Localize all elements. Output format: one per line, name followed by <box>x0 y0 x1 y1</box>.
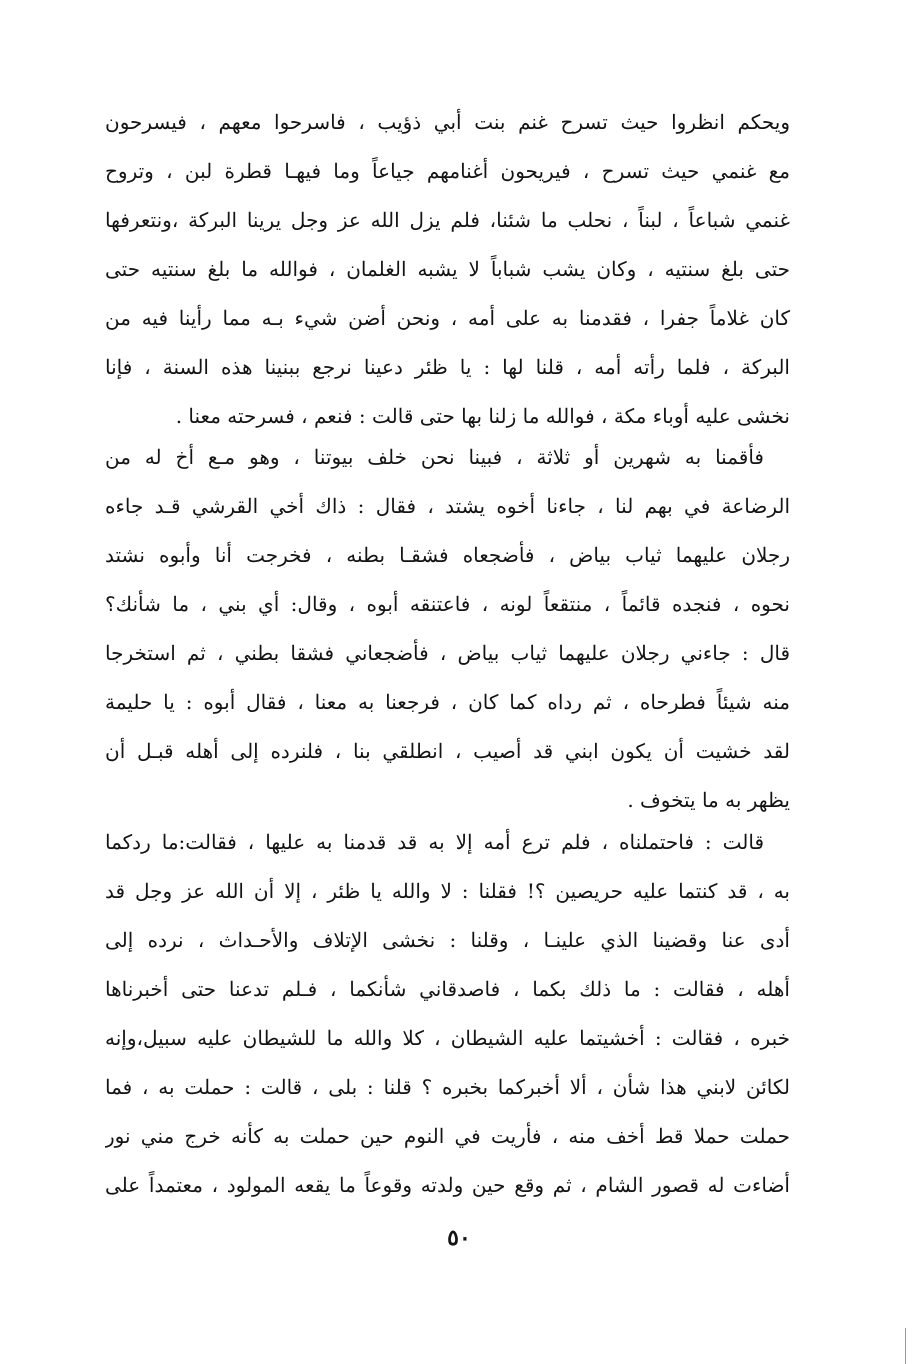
text-line: نحوه ، فنجده قائماً ، منتقعاً لونه ، فاعتنقه أبوه ، وقال: أي بني ، ما شأنك؟ <box>105 592 790 616</box>
text-line: به ، قد كنتما عليه حريصين ؟! فقلنا : لا والله يا ظئر ، إلا أن الله عز وجل قد <box>105 879 790 903</box>
text-line: يظهر به ما يتخوف . <box>627 788 790 812</box>
text-line: ويحكم انظروا حيث تسرح غنم بنت أبي ذؤيب ، فاسرحوا معهم ، فيسرحون <box>105 110 790 134</box>
text-line: غنمي شباعاً ، لبناً ، نحلب ما شئنا، فلم يزل الله عز وجل يرينا البركة ،ونتعرفها <box>105 208 790 232</box>
text-line: لكائن لابني هذا شأن ، ألا أخبركما بخبره ؟ قلنا : بلى ، قالت : حملت به ، فما <box>105 1075 790 1099</box>
scan-edge-line <box>905 1328 906 1364</box>
text-line: قال : جاءني رجلان عليهما ثياب بياض ، فأضجعاني فشقا بطني ، ثم استخرجا <box>105 641 790 665</box>
text-line: حتى بلغ سنتيه ، وكان يشب شباباً لا يشبه الغلمان ، فوالله ما بلغ سنتيه حتى <box>105 257 790 281</box>
text-line: حملت حملا قط أخف منه ، فأريت في النوم حين حملت به كأنه خرج مني نور <box>105 1124 790 1148</box>
text-line: أدى عنا وقضينا الذي علينـا ، وقلنا : نخشى الإتلاف والأحـداث ، نرده إلى <box>105 928 790 952</box>
text-line: كان غلاماً جفرا ، فقدمنا به على أمه ، ونحن أضن شيء بـه مما رأينا فيه من <box>105 306 790 330</box>
text-line: قالت : فاحتملناه ، فلم ترع أمه إلا به قد قدمنا به عليها ، فقالت:ما ردكما <box>105 830 764 854</box>
paragraph-3 <box>105 818 790 1210</box>
text-line: منه شيئاً فطرحاه ، ثم رداه كما كان ، فرجعنا به معنا ، فقال أبوه : يا حليمة <box>105 690 790 714</box>
text-line: رجلان عليهما ثياب بياض ، فأضجعاه فشقـا بطنه ، فخرجت أنا وأبوه نشتد <box>105 543 790 567</box>
page-number: ٥٠ <box>447 1225 471 1251</box>
text-line: نخشى عليه أوباء مكة ، فوالله ما زلنا بها حتى قالت : فنعم ، فسرحته معنا . <box>175 404 790 428</box>
text-line: أضاءت له قصور الشام ، ثم وقع حين ولدته وقوعاً ما يقعه المولود ، معتمداً على <box>105 1173 790 1197</box>
text-line: فأقمنا به شهرين أو ثلاثة ، فبينا نحن خلف بيوتنا ، وهو مـع أخ له من <box>105 445 764 469</box>
text-line: البركة ، فلما رأته أمه ، قلنا لها : يا ظئر دعينا نرجع ببنينا هذه السنة ، فإنا <box>105 355 790 379</box>
paragraph-1 <box>105 98 790 441</box>
text-line: خبره ، فقالت : أخشيتما عليه الشيطان ، كلا والله ما للشيطان عليه سبيل،وإنه <box>105 1026 790 1050</box>
text-line: أهله ، فقالت : ما ذلك بكما ، فاصدقاني شأنكما ، فـلم تدعنا حتى أخبرناها <box>105 977 790 1001</box>
text-line: لقد خشيت أن يكون ابني قد أصيب ، انطلقي بنا ، فلنرده إلى أهله قبـل أن <box>105 739 790 763</box>
text-line: مع غنمي حيث تسرح ، فيريحون أغنامهم جياعاً وما فيهـا قطرة لبن ، وتروح <box>105 159 790 183</box>
paragraph-2 <box>105 433 790 825</box>
text-line: الرضاعة في بهم لنا ، جاءنا أخوه يشتد ، فقال : ذاك أخي القرشي قـد جاءه <box>105 494 790 518</box>
